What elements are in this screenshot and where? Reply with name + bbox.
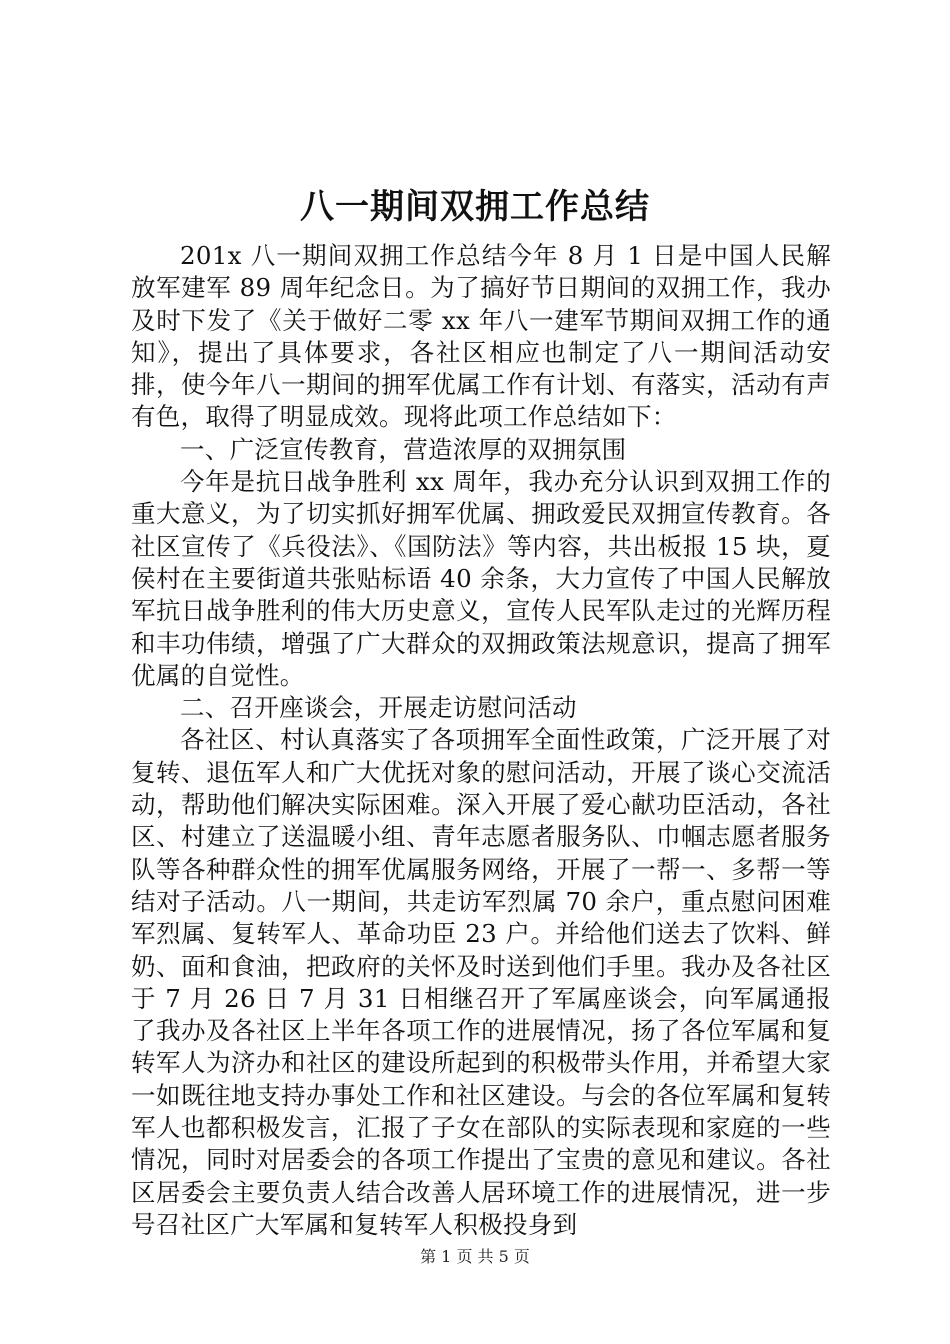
intro-paragraph: 201x 八一期间双拥工作总结今年 8 月 1 日是中国人民解放军建军 89 周年纪念日。为了搞好节日期间的双拥工作，我办及时下发了《关于做好二零 xx 年八一建军节期间双拥工作的通知》，提出了具体要求，各社区相应也制定了八一期间活动安排，使今年八一期间的拥军优属工作有计划、有落实，活动有声有色，取得了明显成效。现将此项工作总结如下： [131,241,831,432]
section-heading-1: 一、广泛宣传教育，营造浓厚的双拥氛围 [180,434,627,464]
page-footer: 第 1 页 共 5 页 [420,1247,530,1266]
section-1-paragraph: 今年是抗日战争胜利 xx 周年，我办充分认识到双拥工作的重大意义，为了切实抓好拥军优属、拥政爱民双拥宣传教育。各社区宣传了《兵役法》、《国防法》等内容，共出板报 15 块，夏侯村在主要街道共张贴标语 40 余条，大力宣传了中国人民解放军抗日战争胜利的伟大历史意义，宣传人民军队走过的光辉历程和丰功伟绩，增强了广大群众的双拥政策法规意识，提高了拥军优属的自觉性。 [131,467,831,690]
document-title: 八一期间双拥工作总结 [300,187,650,227]
section-heading-2: 二、召开座谈会，开展走访慰问活动 [180,693,577,723]
document-body [131,240,831,1241]
section-2-paragraph: 各社区、村认真落实了各项拥军全面性政策，广泛开展了对复转、退伍军人和广大优抚对象的慰问活动，开展了谈心交流活动，帮助他们解决实际困难。深入开展了爱心献功臣活动，各社区、村建立了送温暖小组、青年志愿者服务队、巾帼志愿者服务队等各种群众性的拥军优属服务网络，开展了一帮一、多帮一等结对子活动。八一期间，共走访军烈属 70 余户，重点慰问困难军烈属、复转军人、革命功臣 23 户。并给他们送去了饮料、鲜奶、面和食油，把政府的关怀及时送到他们手里。我办及各社区于 7 月 26 日 7 月 31 日相继召开了军属座谈会，向军属通报了我办及各社区上半年各项工作的进展情况，扬了各位军属和复转军人为济办和社区的建设所起到的积极带头作用，并希望大家一如既往地支持办事处工作和社区建设。与会的各位军属和复转军人也都积极发言，汇报了子女在部队的实际表现和家庭的一些情况，同时对居委会的各项工作提出了宝贵的意见和建议。各社区居委会主要负责人结合改善人居环境工作的进展情况，进一步号召社区广大军属和复转军人积极投身到 [131,725,831,1239]
